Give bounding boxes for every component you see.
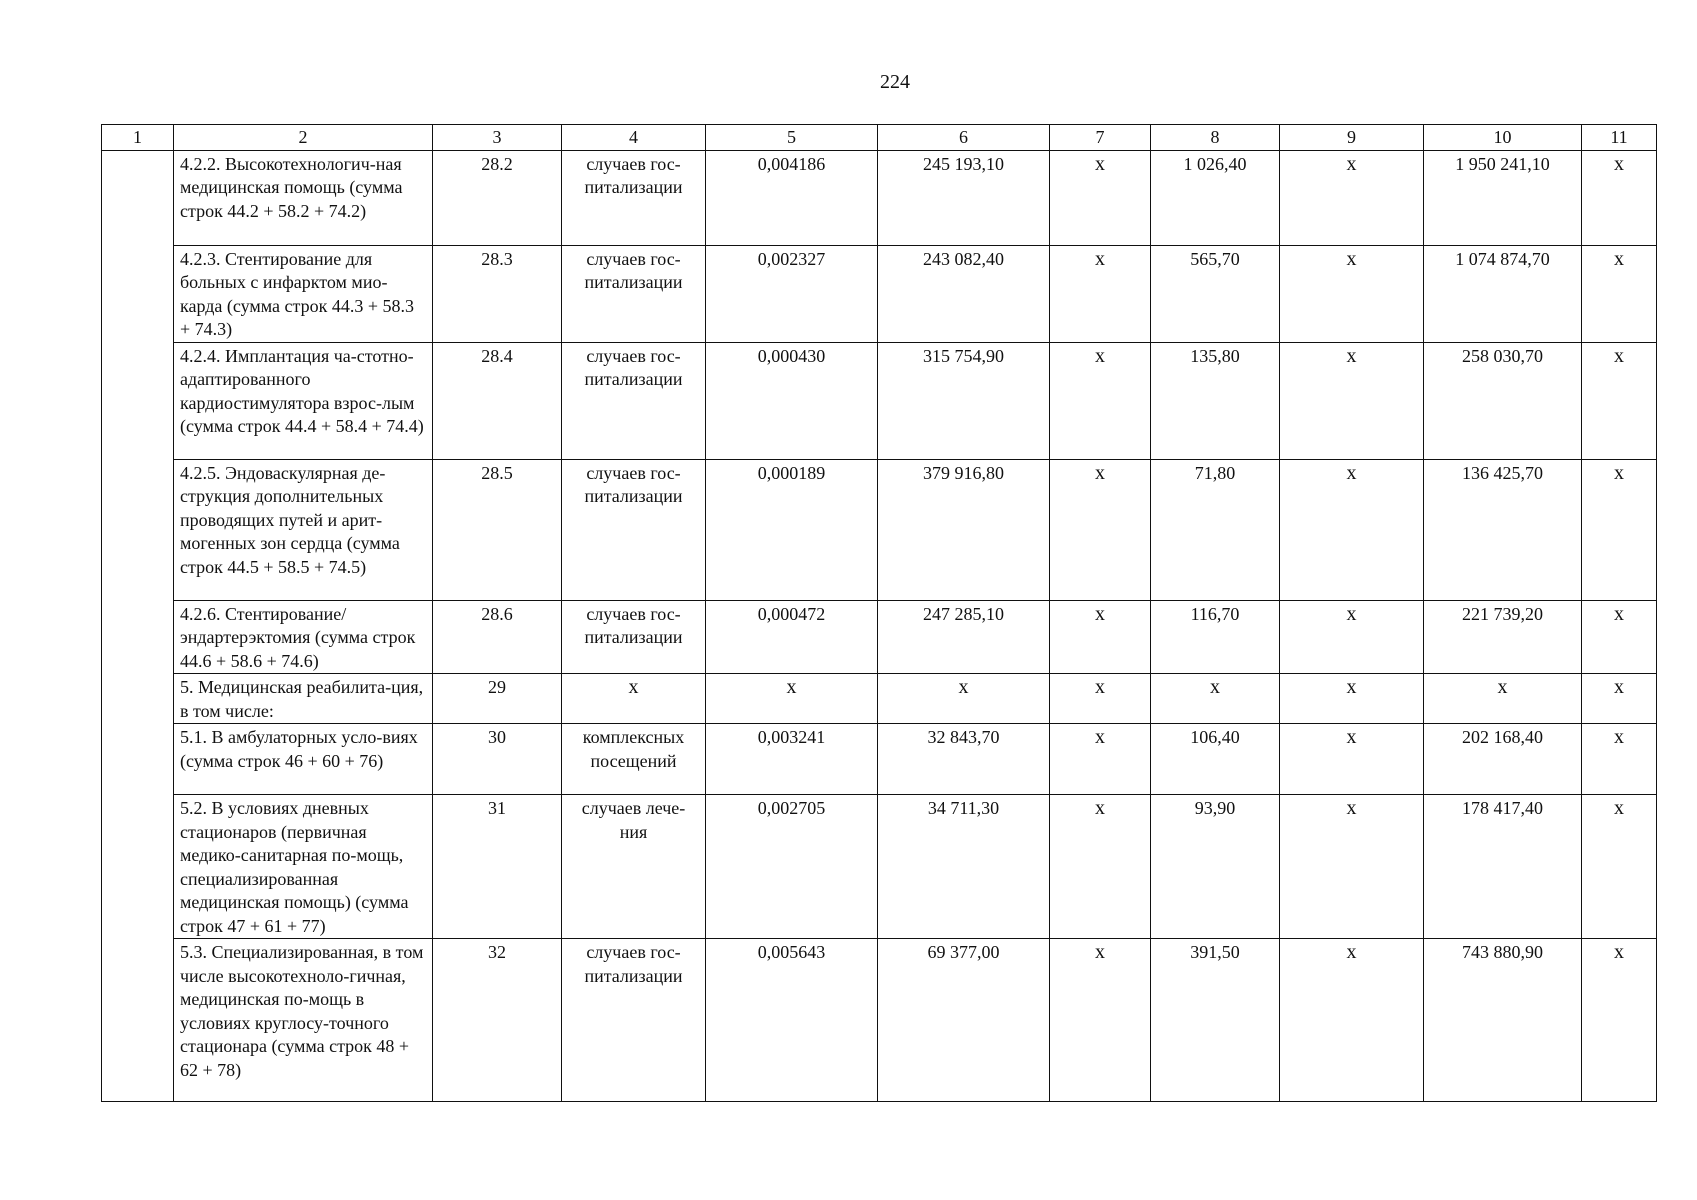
- cell-c10: х: [1424, 674, 1582, 724]
- cell-cost: 34 711,30: [878, 795, 1050, 939]
- cell-c9: х: [1280, 724, 1424, 795]
- row-name-cell: 5.1. В амбулаторных усло-виях (сумма строк 46 + 60 + 76): [174, 724, 433, 795]
- cell-c10: 743 880,90: [1424, 939, 1582, 1102]
- cell-c8: х: [1151, 674, 1280, 724]
- cell-unit: случаев гос-питализации: [562, 939, 706, 1102]
- cell-cost: х: [878, 674, 1050, 724]
- cell-c8: 135,80: [1151, 342, 1280, 459]
- column-header-3: 3: [433, 125, 562, 151]
- cell-c7: х: [1050, 795, 1151, 939]
- cell-c7: х: [1050, 600, 1151, 674]
- cell-c8: 116,70: [1151, 600, 1280, 674]
- row-name-cell: 5. Медицинская реабилита-ция, в том числе:: [174, 674, 433, 724]
- row-name-cell: 5.3. Специализированная, в том числе высокотехноло-гичная, медицинская по-мощь в условиях круглосу-точного стационара (сумма строк 48 + 62 + 78): [174, 939, 433, 1102]
- cell-unit: случаев гос-питализации: [562, 245, 706, 342]
- table-row: [102, 600, 1657, 674]
- cell-c11: х: [1582, 795, 1657, 939]
- cell-c9: х: [1280, 939, 1424, 1102]
- cell-c11: х: [1582, 342, 1657, 459]
- cell-line: 29: [433, 674, 562, 724]
- cell-norm: 0,000189: [706, 459, 878, 600]
- cell-c7: х: [1050, 939, 1151, 1102]
- cell-c10: 202 168,40: [1424, 724, 1582, 795]
- cell-c11: х: [1582, 459, 1657, 600]
- cell-unit: комплексных посещений: [562, 724, 706, 795]
- cell-norm: 0,004186: [706, 150, 878, 245]
- cell-unit: случаев гос-питализации: [562, 150, 706, 245]
- cell-c11: х: [1582, 724, 1657, 795]
- row-name-cell: 4.2.4. Имплантация ча-стотно-адаптированного кардиостимулятора взрос-лым (сумма строк 44.4 + 58.4 + 74.4): [174, 342, 433, 459]
- row-name-cell: 4.2.5. Эндоваскулярная де-струкция дополнительных проводящих путей и арит-могенных зон сердца (сумма строк 44.5 + 58.5 + 74.5): [174, 459, 433, 600]
- column-header-9: 9: [1280, 125, 1424, 151]
- cell-cost: 32 843,70: [878, 724, 1050, 795]
- cell-cost: 245 193,10: [878, 150, 1050, 245]
- cell-norm: х: [706, 674, 878, 724]
- cell-norm: 0,000430: [706, 342, 878, 459]
- cell-cost: 243 082,40: [878, 245, 1050, 342]
- cell-c11: х: [1582, 150, 1657, 245]
- cell-c8: 391,50: [1151, 939, 1280, 1102]
- cell-unit: х: [562, 674, 706, 724]
- cell-unit: случаев гос-питализации: [562, 600, 706, 674]
- cell-c10: 136 425,70: [1424, 459, 1582, 600]
- column-header-8: 8: [1151, 125, 1280, 151]
- page-number: 224: [880, 71, 910, 93]
- row-number-cell: [102, 150, 174, 1102]
- cell-line: 30: [433, 724, 562, 795]
- cell-c9: х: [1280, 459, 1424, 600]
- cell-line: 28.3: [433, 245, 562, 342]
- cell-norm: 0,002327: [706, 245, 878, 342]
- cell-c11: х: [1582, 939, 1657, 1102]
- table-row: [102, 459, 1657, 600]
- cell-c9: х: [1280, 245, 1424, 342]
- cell-c8: 71,80: [1151, 459, 1280, 600]
- column-header-5: 5: [706, 125, 878, 151]
- column-header-2: 2: [174, 125, 433, 151]
- cell-c11: х: [1582, 245, 1657, 342]
- cell-norm: 0,005643: [706, 939, 878, 1102]
- cell-c8: 106,40: [1151, 724, 1280, 795]
- table-row: [102, 674, 1657, 724]
- cell-c7: х: [1050, 245, 1151, 342]
- header-row: [102, 125, 1657, 151]
- cell-line: 32: [433, 939, 562, 1102]
- cell-c9: х: [1280, 150, 1424, 245]
- cell-c10: 1 950 241,10: [1424, 150, 1582, 245]
- cell-c7: х: [1050, 724, 1151, 795]
- cell-c11: х: [1582, 600, 1657, 674]
- cell-line: 28.2: [433, 150, 562, 245]
- cell-c10: 1 074 874,70: [1424, 245, 1582, 342]
- column-header-6: 6: [878, 125, 1050, 151]
- cell-line: 28.4: [433, 342, 562, 459]
- cell-norm: 0,002705: [706, 795, 878, 939]
- column-header-1: 1: [102, 125, 174, 151]
- table-row: [102, 150, 1657, 245]
- cell-c9: х: [1280, 674, 1424, 724]
- cell-line: 28.6: [433, 600, 562, 674]
- table-row: [102, 245, 1657, 342]
- cell-unit: случаев гос-питализации: [562, 342, 706, 459]
- data-table: [101, 124, 1657, 1102]
- cell-unit: случаев гос-питализации: [562, 459, 706, 600]
- cell-c7: х: [1050, 342, 1151, 459]
- cell-unit: случаев лече-ния: [562, 795, 706, 939]
- cell-c10: 178 417,40: [1424, 795, 1582, 939]
- cell-c7: х: [1050, 150, 1151, 245]
- column-header-7: 7: [1050, 125, 1151, 151]
- cell-line: 28.5: [433, 459, 562, 600]
- cell-norm: 0,000472: [706, 600, 878, 674]
- table-body: [102, 150, 1657, 1102]
- cell-cost: 379 916,80: [878, 459, 1050, 600]
- row-name-cell: 4.2.6. Стентирование/ эндартерэктомия (сумма строк 44.6 + 58.6 + 74.6): [174, 600, 433, 674]
- cell-c10: 221 739,20: [1424, 600, 1582, 674]
- row-name-cell: 5.2. В условиях дневных стационаров (первичная медико-санитарная по-мощь, специализированная медицинская помощь) (сумма строк 47 + 61 + 77): [174, 795, 433, 939]
- row-name-cell: 4.2.2. Высокотехнологич-ная медицинская помощь (сумма строк 44.2 + 58.2 + 74.2): [174, 150, 433, 245]
- cell-c8: 565,70: [1151, 245, 1280, 342]
- cell-c7: х: [1050, 674, 1151, 724]
- table-row: [102, 795, 1657, 939]
- cell-c7: х: [1050, 459, 1151, 600]
- cell-line: 31: [433, 795, 562, 939]
- cell-c10: 258 030,70: [1424, 342, 1582, 459]
- cell-c9: х: [1280, 600, 1424, 674]
- table-row: [102, 939, 1657, 1102]
- cell-c9: х: [1280, 342, 1424, 459]
- cell-cost: 315 754,90: [878, 342, 1050, 459]
- cell-c9: х: [1280, 795, 1424, 939]
- row-name-cell: 4.2.3. Стентирование для больных с инфарктом мио-карда (сумма строк 44.3 + 58.3 + 74.3): [174, 245, 433, 342]
- table-row: [102, 342, 1657, 459]
- column-header-10: 10: [1424, 125, 1582, 151]
- cell-c8: 93,90: [1151, 795, 1280, 939]
- column-header-11: 11: [1582, 125, 1657, 151]
- cell-c11: х: [1582, 674, 1657, 724]
- cell-norm: 0,003241: [706, 724, 878, 795]
- table-row: [102, 724, 1657, 795]
- cell-cost: 247 285,10: [878, 600, 1050, 674]
- cell-cost: 69 377,00: [878, 939, 1050, 1102]
- cell-c8: 1 026,40: [1151, 150, 1280, 245]
- column-header-4: 4: [562, 125, 706, 151]
